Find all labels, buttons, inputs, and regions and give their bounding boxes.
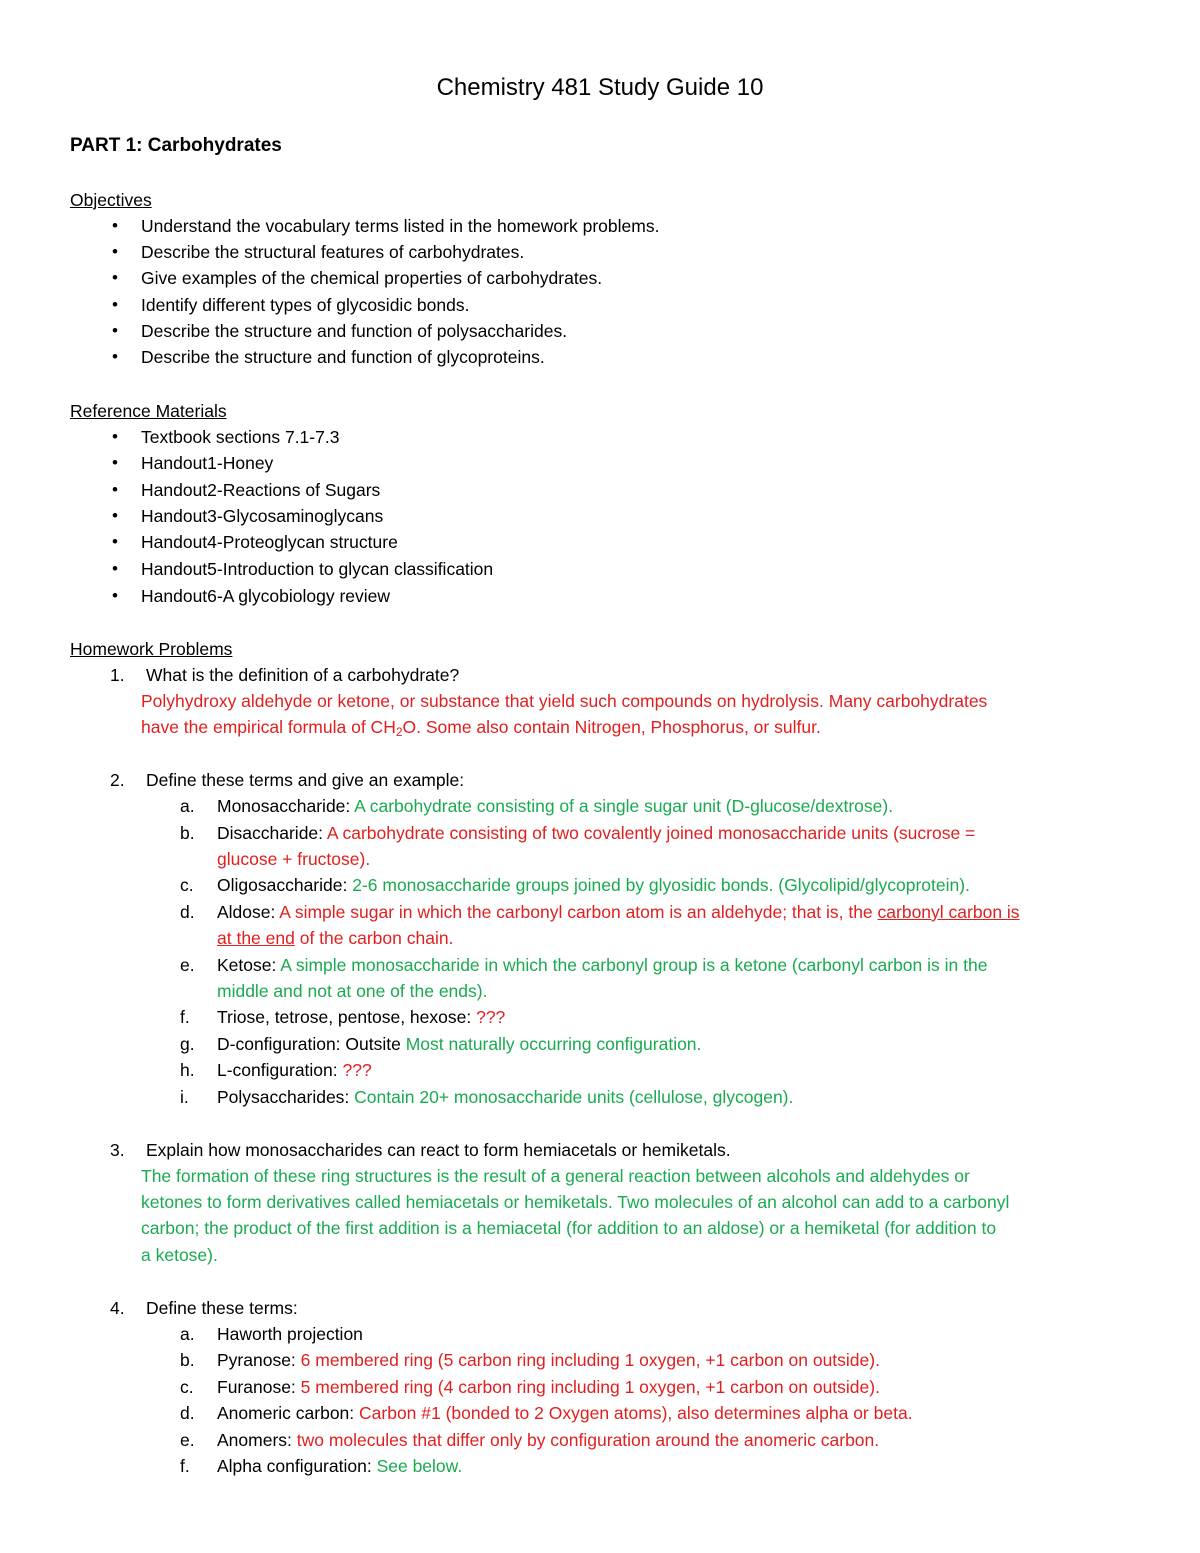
item-letter: f.	[180, 1007, 190, 1027]
answer-text: The formation of these ring structures is the result of a general reaction between alcohols and aldehydes or	[141, 1166, 970, 1186]
question-number: 4.	[110, 1298, 125, 1318]
term-item	[217, 1454, 462, 1478]
term: Triose, tetrose, pentose, hexose:	[217, 1007, 472, 1027]
bullet-icon: •	[112, 532, 118, 551]
term-item	[217, 953, 987, 977]
answer-text	[217, 926, 453, 950]
term-item	[217, 1375, 880, 1399]
term: Ketose:	[217, 955, 277, 975]
answer-text: A simple sugar in which the carbonyl carbon atom is an aldehyde; that is, the	[275, 902, 878, 922]
term-item	[217, 1058, 372, 1082]
bullet-icon: •	[112, 559, 118, 578]
term: Disaccharide:	[217, 823, 324, 843]
reference-heading: Reference Materials	[70, 401, 227, 421]
list-item: Identify different types of glycosidic bonds.	[141, 295, 470, 315]
bullet-icon: •	[112, 216, 118, 235]
answer-text: Polyhydroxy aldehyde or ketone, or substance that yield such compounds on hydrolysis. Many carbohydrates	[141, 691, 988, 711]
list-item: Handout1-Honey	[141, 453, 274, 473]
question-number: 3.	[110, 1140, 125, 1160]
underlined-answer: at the end	[217, 928, 295, 948]
question-text: Define these terms and give an example:	[146, 770, 465, 790]
item-letter: a.	[180, 1324, 195, 1344]
underlined-answer: carbonyl carbon is	[877, 902, 1020, 922]
list-item: Understand the vocabulary terms listed in the homework problems.	[141, 216, 660, 236]
answer-text: See below.	[371, 1456, 463, 1476]
term: Haworth projection	[217, 1324, 363, 1344]
list-item: Describe the structure and function of polysaccharides.	[141, 321, 568, 341]
item-letter: b.	[180, 823, 195, 843]
term: Furanose:	[217, 1377, 296, 1397]
term-item	[217, 1085, 793, 1109]
answer-text: two molecules that differ only by configuration around the anomeric carbon.	[291, 1430, 880, 1450]
term-item	[217, 1032, 701, 1056]
question-text: What is the definition of a carbohydrate?	[146, 665, 460, 685]
item-letter: e.	[180, 955, 195, 975]
item-letter: a.	[180, 796, 195, 816]
answer-text: a ketose).	[141, 1245, 218, 1265]
answer-text: 6 membered ring (5 carbon ring including 1 oxygen, +1 carbon on outside).	[295, 1350, 880, 1370]
answer-text: 2-6 monosaccharide groups joined by glyosidic bonds. (Glycolipid/glycoprotein).	[347, 875, 970, 895]
objectives-heading: Objectives	[70, 190, 152, 210]
bullet-icon: •	[112, 242, 118, 261]
term: Oligosaccharide:	[217, 875, 348, 895]
item-letter: c.	[180, 875, 194, 895]
list-item: Handout5-Introduction to glycan classification	[141, 559, 494, 579]
subscript: 2	[395, 725, 403, 739]
term-item	[217, 1348, 880, 1372]
list-item: Handout3-Glycosaminoglycans	[141, 506, 384, 526]
item-letter: i.	[180, 1087, 189, 1107]
term-item	[217, 873, 970, 897]
answer-text: middle and not at one of the ends).	[217, 981, 488, 1001]
term: Anomers:	[217, 1430, 292, 1450]
term: L-configuration:	[217, 1060, 338, 1080]
bullet-icon: •	[112, 506, 118, 525]
part-heading: PART 1: Carbohydrates	[70, 135, 282, 156]
term: D-configuration: Outsite	[217, 1034, 401, 1054]
term-item	[217, 794, 893, 818]
homework-heading: Homework Problems	[70, 639, 233, 659]
answer-fragment: have the empirical formula of CH	[141, 717, 396, 737]
item-letter: d.	[180, 902, 195, 922]
bullet-icon: •	[112, 347, 118, 366]
term-item	[217, 821, 975, 845]
answer-fragment: O. Some also contain Nitrogen, Phosphorus, or sulfur.	[402, 717, 821, 737]
answer-text	[141, 715, 821, 744]
list-item: Describe the structural features of carbohydrates.	[141, 242, 525, 262]
answer-text: ketones to form derivatives called hemiacetals or hemiketals. Two molecules of an alcohol can add to a carbonyl	[141, 1192, 1010, 1212]
term: Polysaccharides:	[217, 1087, 350, 1107]
item-letter: g.	[180, 1034, 195, 1054]
answer-text: ???	[337, 1060, 372, 1080]
term: Pyranose:	[217, 1350, 296, 1370]
term-item	[217, 1005, 505, 1029]
list-item: Describe the structure and function of glycoproteins.	[141, 347, 545, 367]
question-number: 1.	[110, 665, 125, 685]
answer-text: ???	[471, 1007, 506, 1027]
item-letter: b.	[180, 1350, 195, 1370]
bullet-icon: •	[112, 480, 118, 499]
page-title: Chemistry 481 Study Guide 10	[436, 74, 764, 101]
term-item	[217, 1401, 913, 1425]
answer-fragment: of the carbon chain.	[294, 928, 454, 948]
list-item: Give examples of the chemical properties of carbohydrates.	[141, 268, 603, 288]
item-letter: c.	[180, 1377, 194, 1397]
answer-text: carbon; the product of the first addition is a hemiacetal (for addition to an aldose) or a hemiketal (for addition to	[141, 1218, 997, 1238]
bullet-icon: •	[112, 453, 118, 472]
answer-text: A carbohydrate consisting of a single sugar unit (D-glucose/dextrose).	[350, 796, 894, 816]
term-item	[217, 900, 1020, 924]
bullet-icon: •	[112, 268, 118, 287]
question-number: 2.	[110, 770, 125, 790]
term: Alpha configuration:	[217, 1456, 372, 1476]
answer-text: A carbohydrate consisting of two covalently joined monosaccharide units (sucrose =	[323, 823, 976, 843]
answer-text: Contain 20+ monosaccharide units (cellulose, glycogen).	[349, 1087, 794, 1107]
list-item: Handout4-Proteoglycan structure	[141, 532, 398, 552]
question-text: Explain how monosaccharides can react to form hemiacetals or hemiketals.	[146, 1140, 731, 1160]
answer-text: A simple monosaccharide in which the carbonyl group is a ketone (carbonyl carbon is in the	[276, 955, 988, 975]
bullet-icon: •	[112, 586, 118, 605]
item-letter: e.	[180, 1430, 195, 1450]
term: Aldose:	[217, 902, 276, 922]
list-item: Textbook sections 7.1-7.3	[141, 427, 340, 447]
bullet-icon: •	[112, 427, 118, 446]
term: Anomeric carbon:	[217, 1403, 355, 1423]
bullet-icon: •	[112, 321, 118, 340]
item-letter: h.	[180, 1060, 195, 1080]
term-item	[217, 1428, 879, 1452]
answer-text: Most naturally occurring configuration.	[400, 1034, 702, 1054]
answer-text: glucose + fructose).	[217, 849, 371, 869]
answer-text: 5 membered ring (4 carbon ring including 1 oxygen, +1 carbon on outside).	[295, 1377, 880, 1397]
item-letter: f.	[180, 1456, 190, 1476]
answer-text: Carbon #1 (bonded to 2 Oxygen atoms), also determines alpha or beta.	[354, 1403, 913, 1423]
list-item: Handout6-A glycobiology review	[141, 586, 391, 606]
question-text: Define these terms:	[146, 1298, 298, 1318]
term: Monosaccharide:	[217, 796, 351, 816]
list-item: Handout2-Reactions of Sugars	[141, 480, 381, 500]
bullet-icon: •	[112, 295, 118, 314]
item-letter: d.	[180, 1403, 195, 1423]
